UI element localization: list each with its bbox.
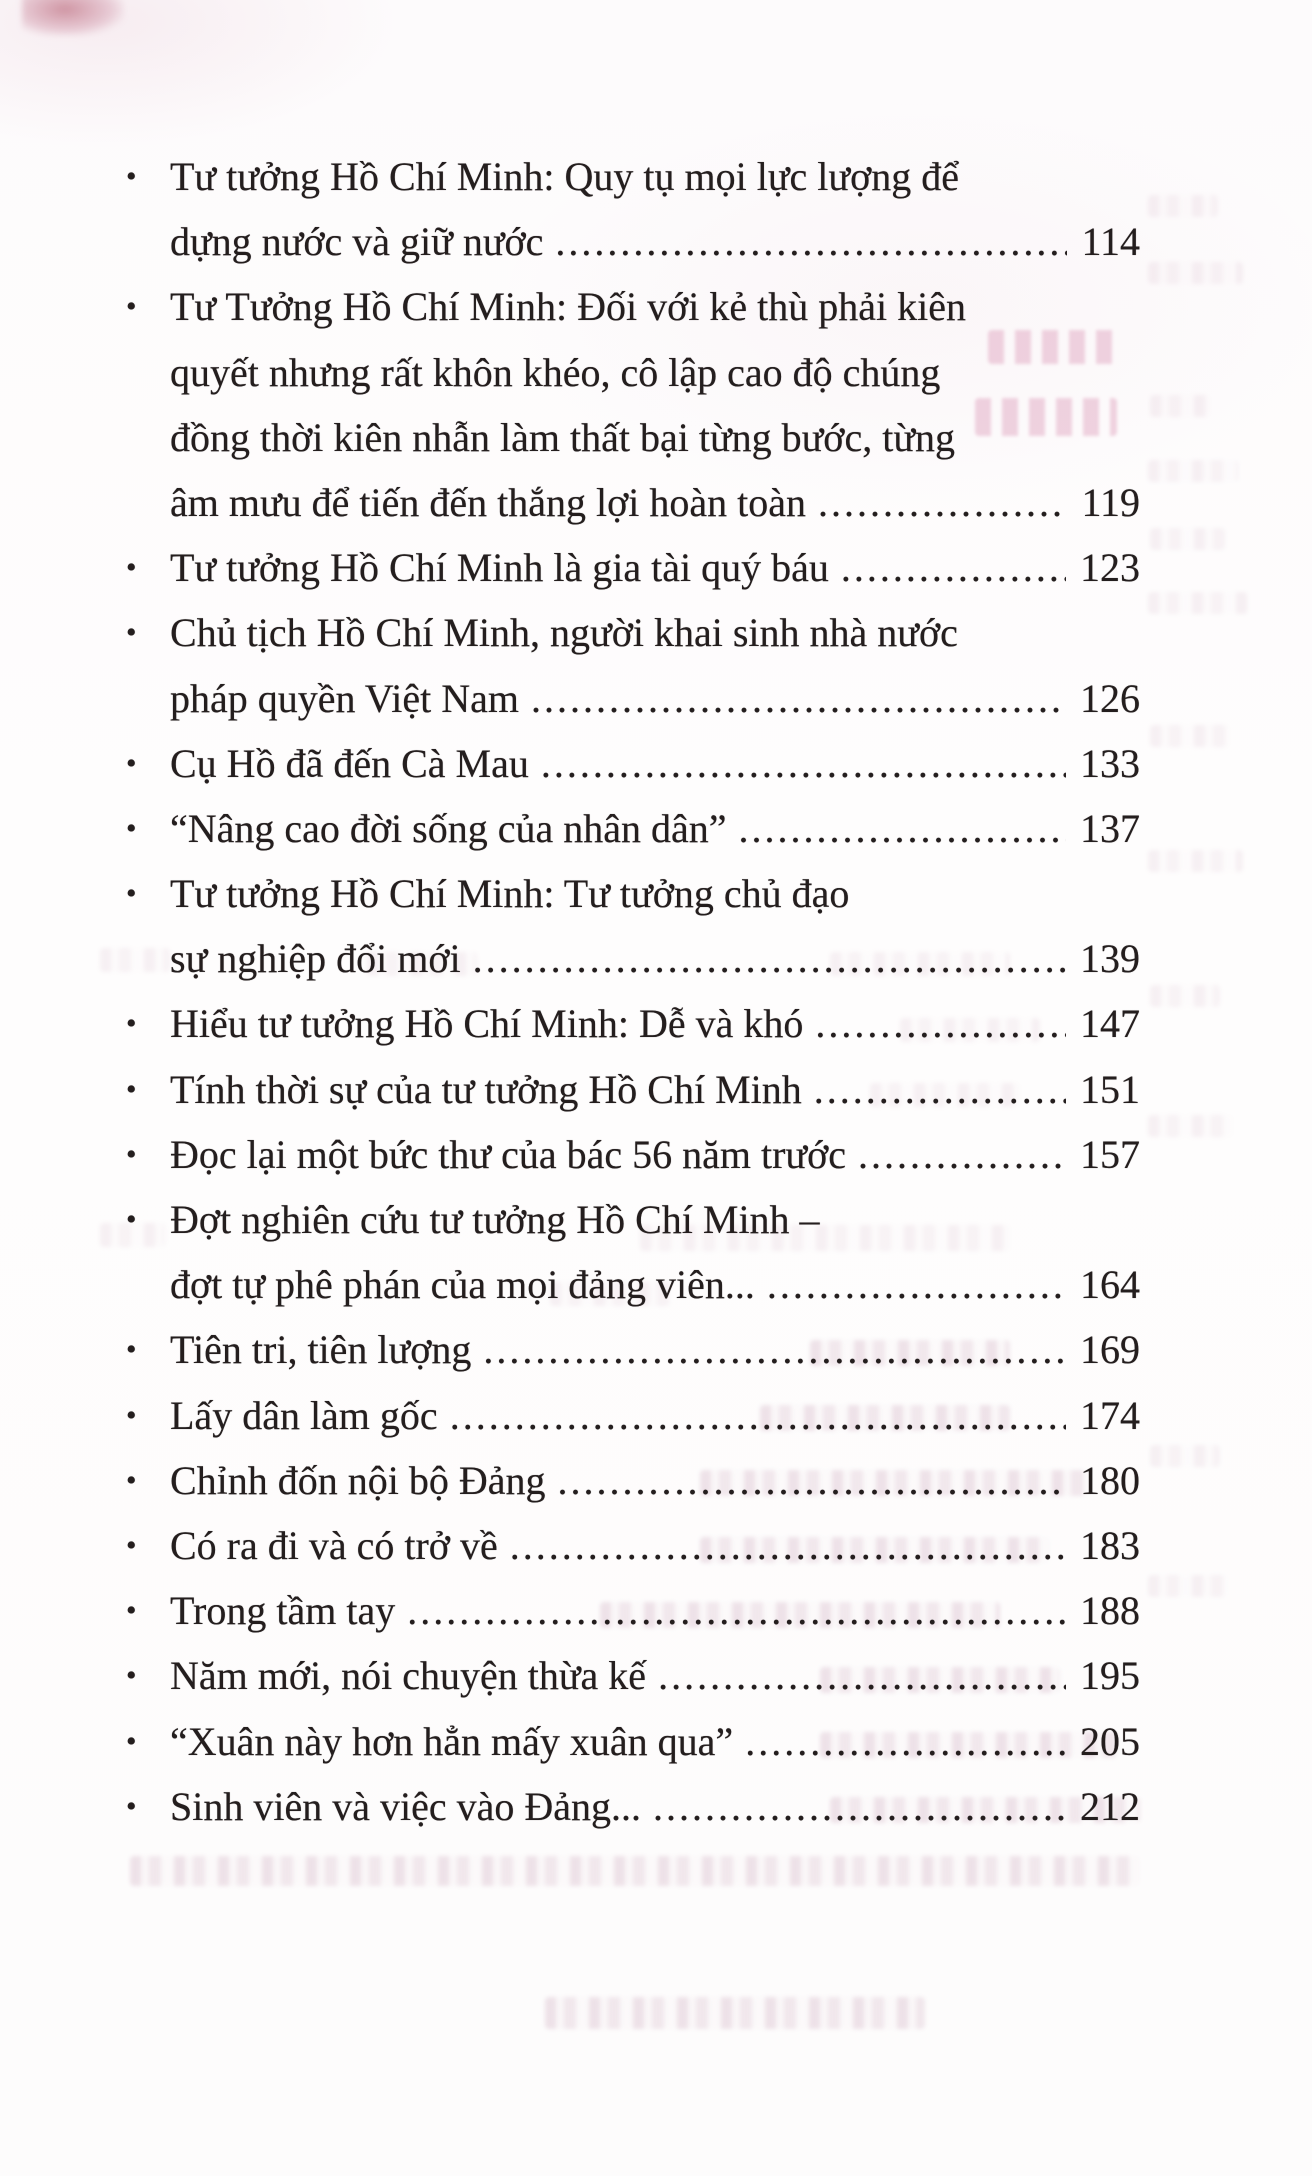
toc-entry-title: Tiên tri, tiên lượng [170,1327,472,1373]
bullet-icon: • [126,1333,137,1367]
toc-entry-title: Tư tưởng Hồ Chí Minh: Tư tưởng chủ đạo [170,871,850,917]
toc-entry [126,1122,1140,1187]
toc-entry [126,535,1140,600]
toc-entry-line [170,1057,1140,1122]
dot-leader [858,1122,1066,1187]
bullet-icon: • [126,746,137,780]
ink-bleed-mark [1148,592,1248,614]
toc-entry-line [170,1578,1140,1643]
toc-entry-title: Cụ Hồ đã đến Cà Mau [170,740,529,786]
dot-leader [658,1643,1066,1708]
page-number: 169 [1080,1327,1140,1373]
toc-entry-title: “Xuân này hơn hẳn mấy xuân qua” [170,1718,734,1764]
dot-leader [818,470,1067,535]
bullet-icon: • [126,1072,137,1106]
toc-entry-title: Hiểu tư tưởng Hồ Chí Minh: Dễ và khó [170,1001,804,1047]
dot-leader [814,1057,1066,1122]
dot-leader [407,1578,1066,1643]
toc-entry-title: Năm mới, nói chuyện thừa kế [170,1653,647,1699]
toc-entry-line [170,340,1140,405]
toc-entry-title: Lấy dân làm gốc [170,1392,438,1438]
dot-leader [450,1383,1066,1448]
toc-entry-title: Tính thời sự của tư tưởng Hồ Chí Minh [170,1066,802,1112]
toc-entry-line [170,1252,1140,1317]
toc-entry [126,731,1140,796]
page-number: 180 [1080,1457,1140,1503]
toc-entry-title: Trong tầm tay [170,1588,396,1634]
ink-bleed-footer [545,1997,925,2029]
toc-entry-line [170,535,1140,600]
dot-leader [473,926,1066,991]
toc-entry [126,1578,1140,1643]
ink-bleed-mark [1148,1115,1233,1137]
page-number: 164 [1080,1262,1140,1308]
bullet-icon: • [126,811,137,845]
toc-entry [126,861,1140,991]
bullet-icon: • [126,1659,137,1693]
ink-bleed-mark [100,948,170,972]
toc-entry-title: Chỉnh đốn nội bộ Đảng [170,1457,546,1503]
bullet-icon: • [126,1594,137,1628]
page-number: 114 [1081,219,1140,265]
dot-leader [558,1448,1066,1513]
dot-leader [767,1252,1066,1317]
toc-entry-line [170,926,1140,991]
toc-entry-line [170,274,1140,339]
toc-entry-title: pháp quyền Việt Nam [170,675,520,721]
toc-entry-line [170,1448,1140,1513]
toc-entry-title: Tư tưởng Hồ Chí Minh là gia tài quý báu [170,545,829,591]
ink-bleed-mark [1148,262,1243,284]
dot-leader [841,535,1066,600]
ink-bleed-mark [1150,1445,1220,1467]
page-number: 139 [1080,936,1140,982]
toc-entry-line [170,1513,1140,1578]
toc-entry-line [170,796,1140,861]
bullet-icon: • [126,1789,137,1823]
page-number: 151 [1080,1066,1140,1112]
dot-leader [555,209,1067,274]
ink-bleed-mark [1148,850,1243,872]
toc-entry-title: Đợt nghiên cứu tư tưởng Hồ Chí Minh – [170,1197,820,1242]
page-number: 123 [1080,545,1140,591]
bullet-icon: • [126,877,137,911]
page-number: 147 [1080,1001,1140,1047]
bullet-icon: • [126,1203,137,1236]
bullet-icon: • [126,551,137,585]
ink-bleed-mark [1150,725,1230,747]
dot-leader [510,1513,1066,1578]
toc-entry [126,796,1140,861]
toc-entry-title: đồng thời kiên nhẫn làm thất bại từng bước, từng [170,414,955,460]
toc-entry-line [170,209,1140,274]
toc-entry [126,1774,1140,1839]
ink-bleed-mark [130,1856,1140,1886]
toc-entry [126,1317,1140,1382]
toc-entry-line [170,144,1140,209]
toc-entry-line [170,1383,1140,1448]
dot-leader [745,1709,1066,1774]
toc-entry-title: sự nghiệp đổi mới [170,936,461,982]
toc-entry-line [170,1187,1140,1252]
toc-entry-line [170,666,1140,731]
dot-leader [531,666,1066,731]
toc-entry-title: Đọc lại một bức thư của bác 56 năm trước [170,1131,846,1177]
toc-entry [126,1187,1140,1317]
dot-leader [653,1774,1066,1839]
toc-entry-title: quyết nhưng rất khôn khéo, cô lập cao độ chúng [170,349,941,395]
toc-entry-title: “Nâng cao đời sống của nhân dân” [170,805,727,851]
bullet-icon: • [126,1463,137,1497]
bullet-icon: • [126,1007,137,1041]
bullet-icon: • [126,290,137,324]
page-number: 137 [1080,805,1140,851]
toc-entry-title: đợt tự phê phán của mọi đảng viên... [170,1262,755,1308]
toc-entry-line [170,1317,1140,1382]
bullet-icon: • [126,160,137,193]
toc-entry-line [170,470,1140,535]
bullet-icon: • [126,1724,137,1758]
page-number: 205 [1080,1718,1140,1764]
toc-entry [126,1448,1140,1513]
toc-entry-title: Tư Tưởng Hồ Chí Minh: Đối với kẻ thù phải kiên [170,284,966,330]
ink-bleed-mark [1150,985,1220,1007]
page-number: 195 [1080,1653,1140,1699]
bullet-icon: • [126,616,137,650]
toc-entry-line [170,861,1140,926]
toc-entry [126,1513,1140,1578]
toc-entry-title: Có ra đi và có trở về [170,1522,498,1568]
toc-entry [126,1709,1140,1774]
dot-leader [739,796,1066,861]
corner-ink-smudge [22,0,124,36]
toc-entry [126,1643,1140,1708]
toc-entry [126,1057,1140,1122]
toc-entry [126,274,1140,535]
toc-entry-line [170,731,1140,796]
toc-entry-title: Tư tưởng Hồ Chí Minh: Quy tụ mọi lực lượng để [170,154,960,199]
page-number: 174 [1080,1392,1140,1438]
dot-leader [815,991,1066,1056]
page-number: 188 [1080,1588,1140,1634]
bullet-icon: • [126,1528,137,1562]
ink-bleed-mark [1150,528,1225,550]
toc-entry-line [170,1774,1140,1839]
toc-entry-line [170,405,1140,470]
bullet-icon: • [126,1398,137,1432]
page-number: 183 [1080,1522,1140,1568]
toc-entry-title: dựng nước và giữ nước [170,219,544,265]
toc-entry-title: Chủ tịch Hồ Chí Minh, người khai sinh nhà nước [170,610,958,656]
ink-bleed-mark [1148,460,1238,482]
ink-bleed-mark [1148,195,1218,217]
page-number: 126 [1080,675,1140,721]
toc-list [126,144,1140,1839]
toc-entry [126,1383,1140,1448]
ink-bleed-mark [1148,1575,1228,1597]
toc-entry-line [170,991,1140,1056]
dot-leader [541,731,1066,796]
page-number: 133 [1080,740,1140,786]
page-number: 212 [1080,1783,1140,1829]
page-number: 119 [1081,479,1140,525]
toc-entry-line [170,1643,1140,1708]
toc-entry-line [170,1709,1140,1774]
toc-entry-title: Sinh viên và việc vào Đảng... [170,1783,641,1829]
toc-entry [126,991,1140,1056]
toc-entry [126,144,1140,274]
toc-entry-line [170,600,1140,665]
bullet-icon: • [126,1137,137,1171]
dot-leader [483,1317,1066,1382]
toc-entry-line [170,1122,1140,1187]
page-number: 157 [1080,1131,1140,1177]
toc-entry-title: âm mưu để tiến đến thắng lợi hoàn toàn [170,479,807,525]
toc-entry [126,600,1140,730]
ink-bleed-mark [1150,395,1210,417]
